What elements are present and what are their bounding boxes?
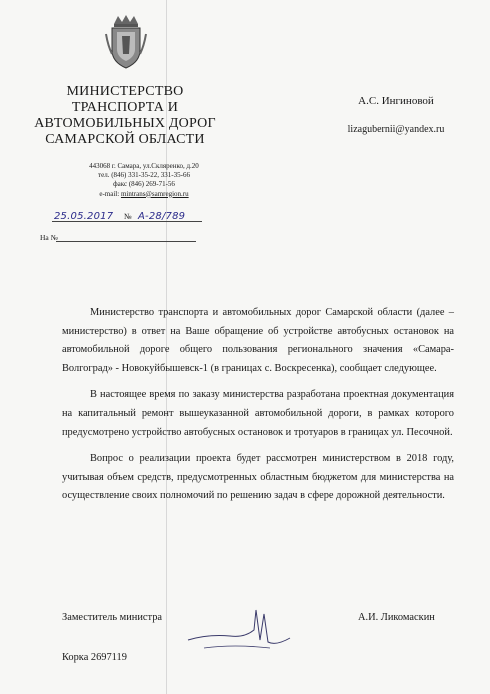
ministry-line: АВТОМОБИЛЬНЫХ ДОРОГ xyxy=(34,116,216,131)
ministry-line: МИНИСТЕРСТВО xyxy=(66,84,184,99)
ministry-name xyxy=(20,84,230,148)
ministry-email: mintrans@samregion.ru xyxy=(120,189,189,198)
paragraph: Министерство транспорта и автомобильных дорог Самарской области (далее – министерство) в ответ на Ваше обращение об устройстве автобусных остановок на автомобильной дороге общего пользования регионального значения «Самара-Волгоград» - Новокуйбышевск-1 (в границах с. Воскресенка), сообщает следующее. xyxy=(62,307,454,374)
paragraph: Вопрос о реализации проекта будет рассмотрен министерством в 2018 году, учитывая объем средств, предусмотренных областным бюджетом для министерства на осуществление своих полномочий по решению задач в сфере дорожной деятельности. xyxy=(62,453,454,502)
recipient-email: lizagubernii@yandex.ru xyxy=(347,124,445,135)
fax: факс (846) 269-71-56 xyxy=(113,180,175,189)
phone: тел. (846) 331-35-22, 331-35-66 xyxy=(98,171,190,180)
ministry-contacts xyxy=(64,162,224,199)
paragraph: В настоящее время по заказу министерства разработана проектная документация на капитальный ремонт вышеуказанной автомобильной дороги, в рамках которого предусмотрено устройство автобусных остановок и тротуаров в границах ул. Песочной. xyxy=(62,389,454,438)
handwritten-signature xyxy=(184,600,294,656)
executor-note: Корка 2697119 xyxy=(62,652,127,663)
registration-date: 25.05.2017 xyxy=(54,211,114,222)
registration-line xyxy=(52,209,202,223)
in-reply-label: На № xyxy=(40,233,58,242)
address: 443068 г. Самара, ул.Скляренко, д.20 xyxy=(89,162,199,170)
registration-number: А-28/789 xyxy=(138,211,186,222)
ministry-line: САМАРСКОЙ ОБЛАСТИ xyxy=(45,132,205,147)
ministry-line: ТРАНСПОРТА И xyxy=(71,100,179,115)
email-label: e-mail: xyxy=(99,189,121,198)
email-line xyxy=(64,190,224,199)
in-reply-line xyxy=(40,231,200,243)
underline xyxy=(56,241,196,242)
coat-of-arms-icon xyxy=(104,14,148,72)
signatory-name: А.И. Ликомаскин xyxy=(358,612,435,623)
number-label: № xyxy=(124,212,132,221)
letter-body xyxy=(62,304,454,514)
signatory-position: Заместитель министра xyxy=(62,612,162,623)
recipient-name: А.С. Ингиновой xyxy=(358,95,434,107)
